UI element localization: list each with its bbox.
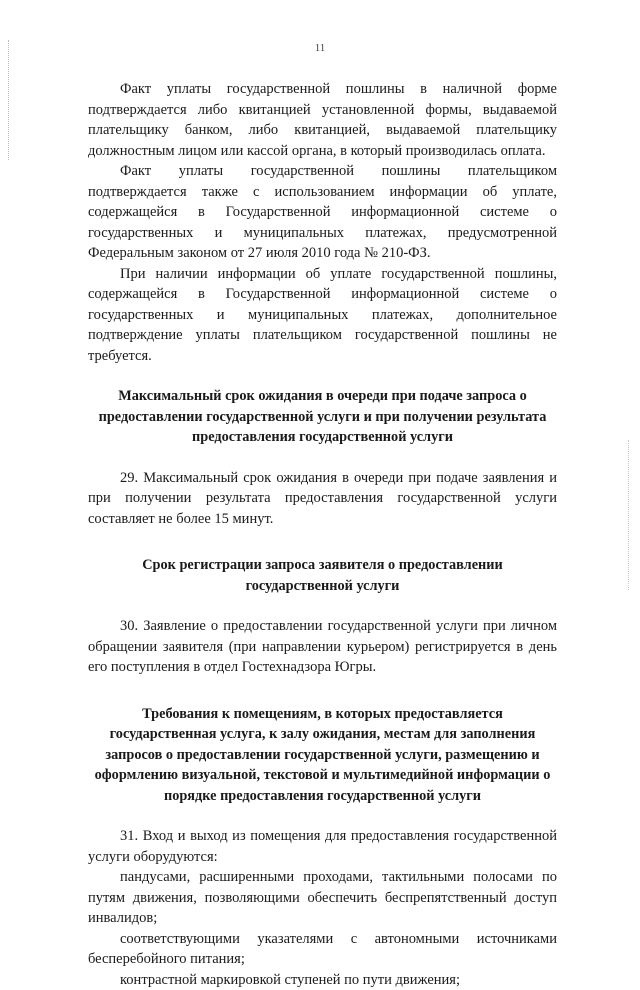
paragraph-31: 31. Вход и выход из помещения для предоставления государственной услуги оборудуются: (88, 826, 557, 867)
paragraph-29: 29. Максимальный срок ожидания в очереди при подаче заявления и при получении результата предоставления государственной услуги составляет не более 15 минут. (88, 468, 557, 530)
list-item-ramps: пандусами, расширенными проходами, тактильными полосами по путям движения, позволяющими обеспечить беспрепятственный доступ инвалидов; (88, 867, 557, 929)
section-heading-premises-requirements: Требования к помещениям, в которых предоставляется государственная услуга, к залу ожидания, местам для заполнения запросов о предоставлении государственной услуги, размещению и оформлению визуальной, текстовой и мультимедийной информации о порядке предоставления государственной услуги (88, 704, 557, 807)
paragraph-payment-proof-gis: Факт уплаты государственной пошлины плательщиком подтверждается также с использованием информации об уплате, содержащейся в Государственной информационной системе о государственных и муниципальных платежах, предусмотренной Федеральным законом от 27 июля 2010 года № 210-ФЗ. (88, 161, 557, 264)
list-item-signs: соответствующими указателями с автономными источниками бесперебойного питания; (88, 929, 557, 970)
paragraph-payment-no-extra-proof: При наличии информации об уплате государственной пошлины, содержащейся в Государственной информационной системе о государственных и муниципальных платежах, дополнительное подтверждение уплаты плательщиком государственной пошлины не требуется. (88, 264, 557, 367)
list-item-step-marking: контрастной маркировкой ступеней по пути движения; (88, 970, 557, 990)
section-heading-registration-time: Срок регистрации запроса заявителя о предоставлении государственной услуги (88, 555, 557, 596)
document-body (88, 79, 557, 990)
paragraph-30: 30. Заявление о предоставлении государственной услуги при личном обращении заявителя (при направлении курьером) регистрируется в день его поступления в отдел Гостехнадзора Югры. (88, 616, 557, 678)
section-heading-queue-time: Максимальный срок ожидания в очереди при подаче запроса о предоставлении государственной услуги и при получении результата предоставления государственной услуги (88, 386, 557, 448)
scan-margin-marks-left (8, 40, 12, 160)
paragraph-payment-proof-cash: Факт уплаты государственной пошлины в наличной форме подтверждается либо квитанцией установленной формы, выдаваемой плательщику банком, либо квитанцией, выдаваемой плательщику должностным лицом или кассой органа, в который производилась оплата. (88, 79, 557, 161)
scan-margin-marks-right (628, 440, 631, 590)
page-number: 11 (0, 42, 640, 54)
